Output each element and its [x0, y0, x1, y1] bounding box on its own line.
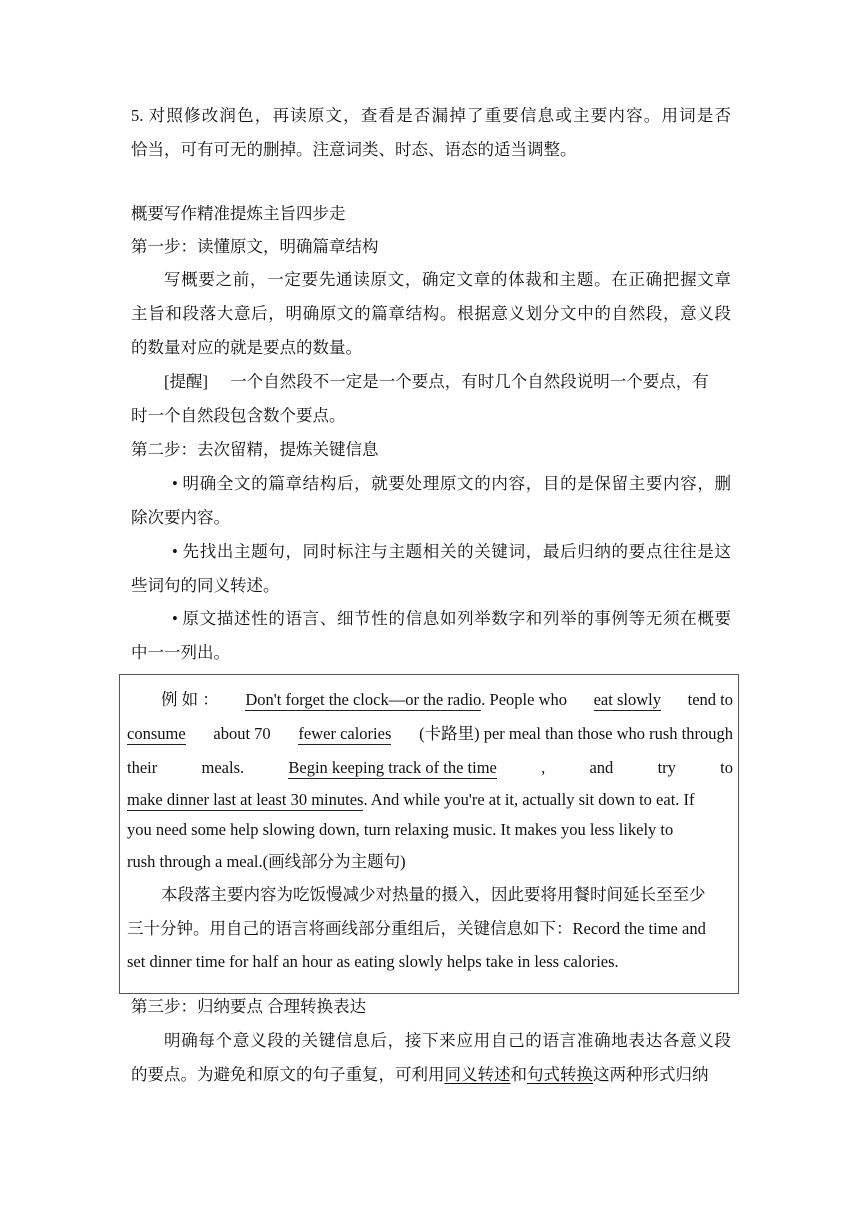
step-2-bullet-2-line-1: • 先找出主题句，同时标注与主题相关的关键词，最后归纳的要点往往是这 [172, 542, 731, 561]
word-to: to [720, 758, 733, 777]
step-1-tip-line-2: 时一个自然段包含数个要点。 [131, 406, 346, 425]
step-1-para-line-3: 的数量对应的就是要点的数量。 [131, 338, 362, 357]
underlined-fewer-calories: fewer calories [298, 724, 392, 743]
tip-label: [提醒] [164, 372, 208, 391]
step-2-bullet-3-line-1: • 原文描述性的语言、细节性的信息如列举数字和列举的事例等无须在概要 [172, 609, 731, 628]
word-try: try [657, 758, 676, 777]
step-3-title: 第三步：归纳要点 合理转换表达 [131, 997, 367, 1016]
underlined-topic-1: Don't forget the clock [245, 690, 389, 709]
underlined-consume: consume [127, 724, 186, 743]
underlined-sentence-transform: 句式转换 [527, 1065, 593, 1084]
example-text-5: . And while you're at it, actually sit down to eat. If [363, 790, 695, 809]
example-line-3 [127, 758, 733, 779]
comma: , [541, 758, 546, 777]
step-2-bullet-1-line-1: • 明确全文的篇章结构后，就要处理原文的内容，目的是保留主要内容，删 [172, 474, 731, 493]
step-3-line-2 [131, 1065, 731, 1085]
step-2-bullet-2-line-2: 些词句的同义转述。 [131, 576, 280, 595]
underlined-keep-track: Begin keeping track of the time [288, 758, 497, 777]
example-text-4: (卡路里) per meal than those who rush through [419, 724, 733, 743]
underlined-dinner-30-min: make dinner last at least 30 minutes [127, 790, 364, 809]
step-1-title: 第一步：读懂原文，明确篇章结构 [131, 237, 379, 256]
step-1-para-line-1: 写概要之前，一定要先通读原文，确定文章的体裁和主题。在正确把握文章 [164, 270, 731, 289]
underlined-topic-2: —or the radio [388, 690, 482, 709]
tip-text: 一个自然段不一定是一个要点，有时几个自然段说明一个要点，有 [230, 372, 709, 391]
example-text-3: about 70 [213, 724, 271, 743]
step-2-bullet-3-line-2: 中一一列出。 [131, 643, 230, 662]
analysis-line-2: 三十分钟。用自己的语言将画线部分重组后，关键信息如下：Record the time and [127, 919, 706, 938]
para-5-line-1: 5. 对照修改润色，再读原文，查看是否漏掉了重要信息或主要内容。用词是否 [131, 106, 731, 125]
analysis-line-1: 本段落主要内容为吃饭慢减少对热量的摄入，因此要将用餐时间延长至至少 [161, 885, 706, 904]
step-3-line-1: 明确每个意义段的关键信息后，接下来应用自己的语言准确地表达各意义段 [164, 1031, 731, 1050]
step-2-bullet-1-line-2: 除次要内容。 [131, 508, 230, 527]
example-line-6: rush through a meal.(画线部分为主题句) [127, 852, 406, 871]
example-text-2: tend to [687, 690, 733, 709]
word-and: and [589, 758, 614, 777]
word-meals: meals. [201, 758, 245, 777]
example-line-2 [127, 724, 733, 745]
section-title: 概要写作精准提炼主旨四步走 [131, 204, 346, 223]
example-line-4 [127, 790, 733, 811]
example-lead: 例 如 ： [161, 690, 219, 709]
step-1-para-line-2: 主旨和段落大意后，明确原文的篇章结构。根据意义划分文中的自然段，意义段 [131, 304, 731, 323]
step-2-title: 第二步：去次留精，提炼关键信息 [131, 440, 379, 459]
step-1-tip-line-1 [164, 372, 731, 392]
step-3-text-c: 这两种形式归纳 [593, 1065, 709, 1084]
underlined-synonym-paraphrase: 同义转述 [444, 1065, 511, 1084]
example-line-1 [161, 690, 733, 711]
para-5-line-2: 恰当，可有可无的删掉。注意词类、时态、语态的适当调整。 [131, 140, 577, 159]
example-line-5: you need some help slowing down, turn relaxing music. It makes you less likely to [127, 820, 674, 839]
analysis-line-3: set dinner time for half an hour as eating slowly helps take in less calories. [127, 952, 619, 971]
step-3-text-b: 和 [510, 1065, 527, 1084]
underlined-eat-slowly: eat slowly [593, 690, 661, 709]
example-text-1: . People who [481, 690, 567, 709]
word-their: their [127, 758, 158, 777]
step-3-text-a: 的要点。为避免和原文的句子重复，可利用 [131, 1065, 445, 1084]
